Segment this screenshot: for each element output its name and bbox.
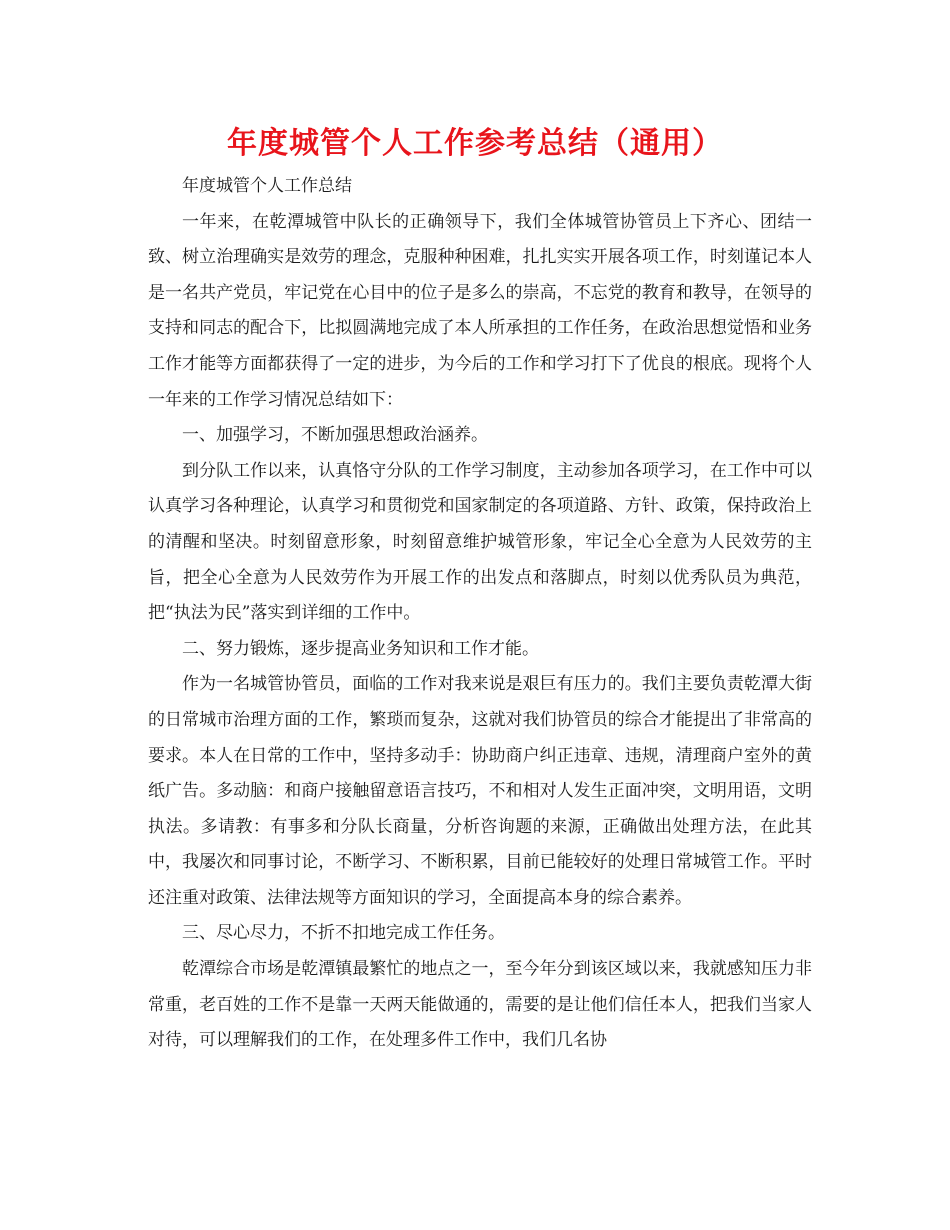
paragraph-section-1: 到分队工作以来，认真恪守分队的工作学习制度，主动参加各项学习，在工作中可以认真学习各种理论，认真学习和贯彻党和国家制定的各项道路、方针、政策，保持政治上的清醒和坚决。时刻留意形象，时刻留意维护城管形象，牢记全心全意为人民效劳的主旨，把全心全意为人民效劳作为开展工作的出发点和落脚点，时刻以优秀队员为典范，把“执法为民”落实到详细的工作中。 bbox=[148, 460, 812, 624]
section-heading-2: 二、努力锻炼，逐步提高业务知识和工作才能。 bbox=[182, 638, 539, 659]
section-heading-1: 一、加强学习，不断加强思想政治涵养。 bbox=[182, 425, 488, 446]
paragraph-section-2: 作为一名城管协管员，面临的工作对我来说是艰巨有压力的。我们主要负责乾潭大街的日常城市治理方面的工作，繁琐而复杂，这就对我们协管员的综合才能提出了非常高的要求。本人在日常的工作中，坚持多动手：协助商户纠正违章、违规，清理商户室外的黄纸广告。多动脑：和商户接触留意语言技巧，不和相对人发生正面冲突，文明用语，文明执法。多请教：有事多和分队长商量，分析咨询题的来源，正确做出处理方法，在此其中，我屡次和同事讨论，不断学习、不断积累，目前已能较好的处理日常城管工作。平时还注重对政策、法律法规等方面知识的学习，全面提高本身的综合素养。 bbox=[148, 674, 812, 908]
paragraph-intro: 一年来，在乾潭城管中队长的正确领导下，我们全体城管协管员上下齐心、团结一致、树立治理确实是效劳的理念，克服种种困难，扎扎实实开展各项工作，时刻谨记本人是一名共产党员，牢记党在心目中的位子是多么的崇高，不忘党的教育和教导，在领导的支持和同志的配合下，比拟圆满地完成了本人所承担的工作任务，在政治思想觉悟和业务工作才能等方面都获得了一定的进步，为今后的工作和学习打下了优良的根底。现将个人一年来的工作学习情况总结如下： bbox=[148, 211, 812, 410]
section-heading-3: 三、尽心尽力，不折不扣地完成工作任务。 bbox=[182, 923, 505, 944]
document-title: 年度城管个人工作参考总结（通用） bbox=[227, 126, 723, 161]
document-body bbox=[148, 169, 812, 1059]
paragraph-subtitle: 年度城管个人工作总结 bbox=[182, 176, 352, 196]
paragraph-section-3: 乾潭综合市场是乾潭镇最繁忙的地点之一，至今年分到该区域以来，我就感知压力非常重，老百姓的工作不是靠一天两天能做通的，需要的是让他们信任本人，把我们当家人对待，可以理解我们的工作，在处理多件工作中，我们几名协 bbox=[148, 959, 812, 1051]
